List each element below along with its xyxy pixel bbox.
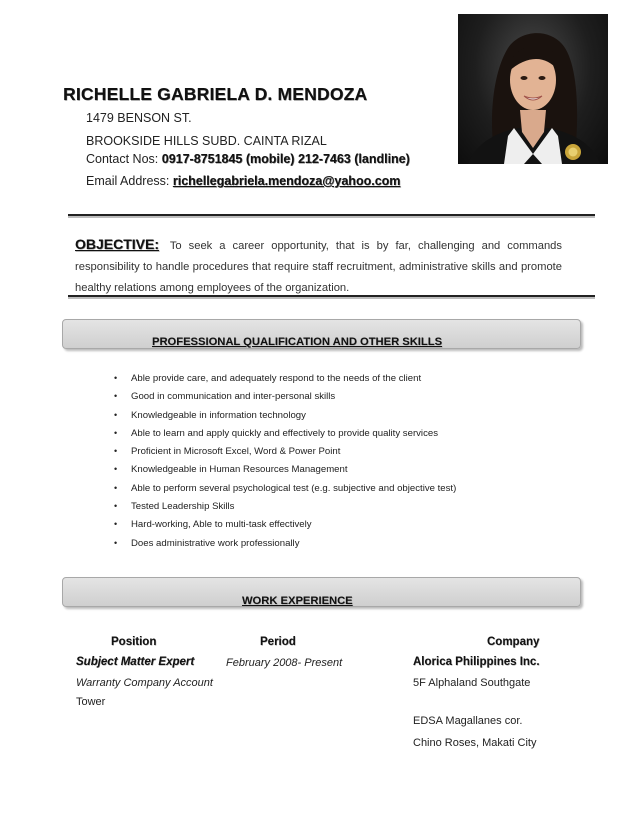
bullet-icon: • xyxy=(114,446,118,457)
objective-divider xyxy=(68,295,595,297)
email-line xyxy=(86,174,400,188)
bullet-icon: • xyxy=(114,427,118,438)
profile-photo xyxy=(458,14,608,164)
email-label: Email Address: xyxy=(86,174,170,188)
address-line-1: 1479 BENSON ST. xyxy=(86,111,192,125)
list-item: • Hard-working, Able to multi-task effectively xyxy=(114,519,312,531)
qualifications-title: PROFESSIONAL QUALIFICATION AND OTHER SKILLS xyxy=(152,336,443,348)
list-item: • Able to learn and apply quickly and effectively to provide quality services xyxy=(114,427,438,439)
bullet-icon: • xyxy=(114,482,118,493)
company-address-1: 5F Alphaland Southgate xyxy=(413,677,531,689)
list-item: • Proficient in Microsoft Excel, Word & Power Point xyxy=(114,446,341,458)
list-item: • Knowledgeable in information technology xyxy=(114,409,306,421)
list-item: • Good in communication and inter-personal skills xyxy=(114,391,336,403)
objective-label: OBJECTIVE: xyxy=(75,236,160,252)
contact-line xyxy=(86,152,410,166)
column-position: Position xyxy=(111,636,157,648)
objective-text: To seek a career opportunity, that is by far, challenging and commands responsibility to handle procedures that require staff recruitment, administrative skills and promote healthy relations among employees of the organization. xyxy=(75,240,562,294)
column-period: Period xyxy=(260,636,296,648)
job-account-line-2: Tower xyxy=(76,696,106,708)
contact-label: Contact Nos: xyxy=(86,152,159,166)
bullet-icon: • xyxy=(114,501,118,512)
contact-numbers: 0917-8751845 (mobile) 212-7463 (landline) xyxy=(161,152,410,166)
list-item: • Does administrative work professionally xyxy=(114,537,300,549)
email-address: richellegabriela.mendoza@yahoo.com xyxy=(172,174,401,188)
skills-list xyxy=(100,373,456,556)
job-account-line-1: Warranty Company Account xyxy=(76,677,213,689)
bullet-icon: • xyxy=(114,409,118,420)
portrait-image xyxy=(458,14,608,164)
applicant-name: RICHELLE GABRIELA D. MENDOZA xyxy=(63,84,368,104)
job-company: Alorica Philippines Inc. xyxy=(413,656,540,668)
list-item: • Knowledgeable in Human Resources Management xyxy=(114,464,348,476)
job-period: February 2008- Present xyxy=(226,657,343,669)
work-experience-title: WORK EXPERIENCE xyxy=(242,595,353,607)
bullet-icon: • xyxy=(114,391,118,402)
objective-section xyxy=(75,234,562,299)
address-line-2: BROOKSIDE HILLS SUBD. CAINTA RIZAL xyxy=(86,134,327,148)
bullet-icon: • xyxy=(114,519,118,530)
list-item: • Able to perform several psychological test (e.g. subjective and objective test) xyxy=(114,482,457,494)
list-item: • Tested Leadership Skills xyxy=(114,501,235,513)
header-divider xyxy=(68,214,595,216)
column-company: Company xyxy=(487,636,540,648)
company-address-2: EDSA Magallanes cor. xyxy=(413,715,523,727)
bullet-icon: • xyxy=(114,464,118,475)
bullet-icon: • xyxy=(114,373,118,383)
bullet-icon: • xyxy=(114,537,118,548)
list-item: • Able provide care, and adequately respond to the needs of the client xyxy=(114,373,422,384)
job-position: Subject Matter Expert xyxy=(76,656,195,668)
company-address-3: Chino Roses, Makati City xyxy=(413,737,537,749)
